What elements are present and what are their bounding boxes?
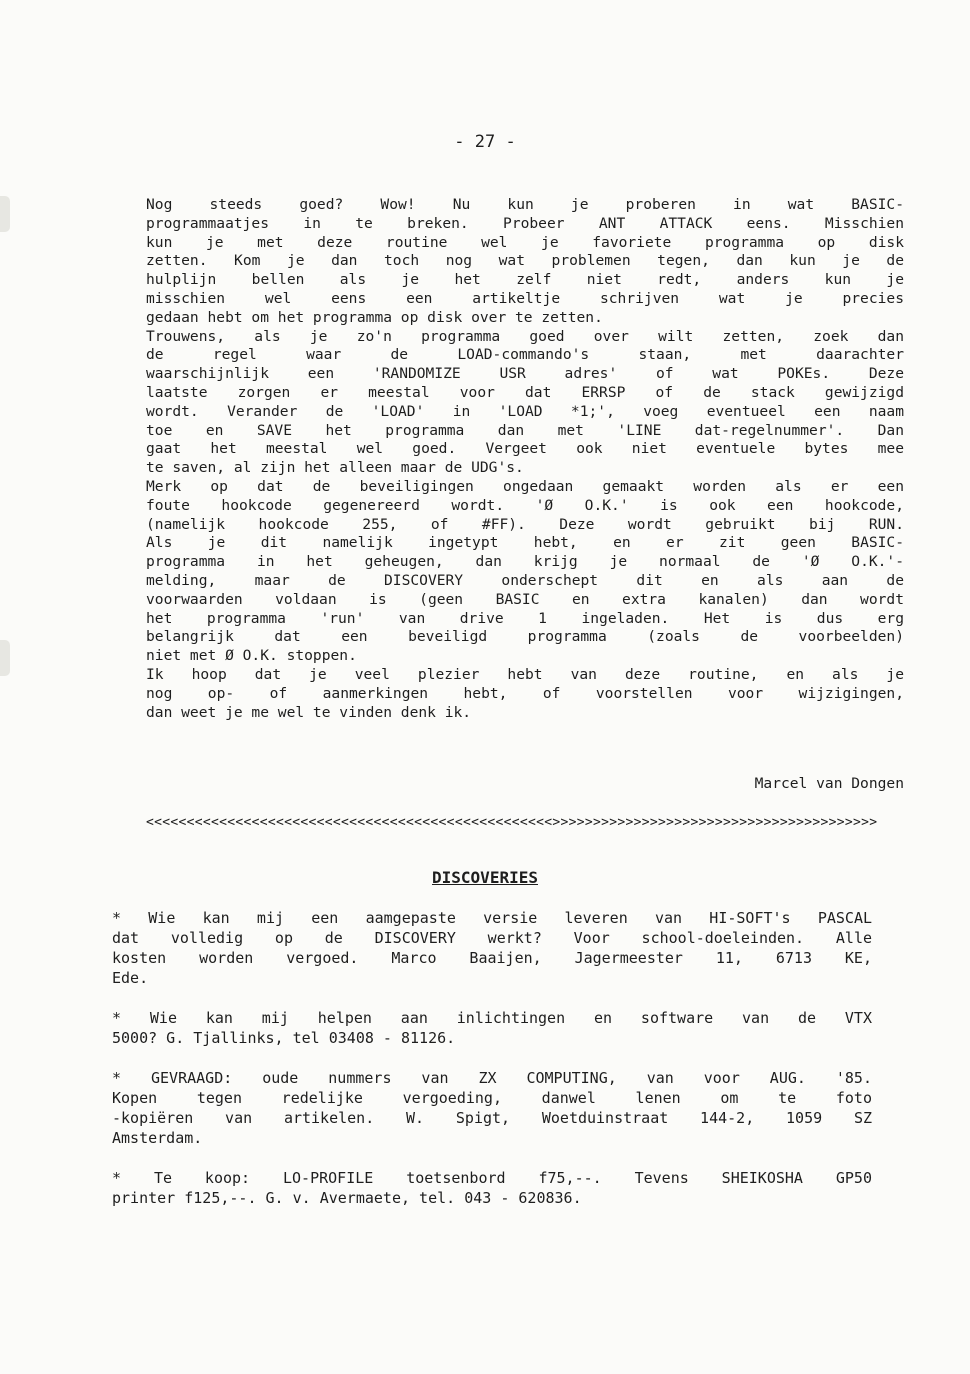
article-line: melding, maar de DISCOVERY onderschept dit en als aan de [146,571,904,589]
article-line: zetten. Kom je dan toch nog wat problemen tegen, dan kun je de [146,252,904,270]
article-line: toe en SAVE het programma dan met 'LINE dat-regelnummer'. Dan [146,421,904,439]
ad-line: Amsterdam. [112,1129,203,1147]
article-line: gedaan hebt om het programma op disk over te zetten. [146,308,603,326]
ad-line: * Te koop: LO-PROFILE toetsenbord f75,--. Tevens SHEIKOSHA GP50 [112,1169,872,1187]
article-line: gaat het meestal wel goed. Vergeet ook niet eventuele bytes mee [146,440,904,458]
article-line: Nog steeds goed? Wow! Nu kun je proberen in wat BASIC- [146,196,904,213]
ad-line: * GEVRAAGD: oude nummers van ZX COMPUTING, van voor AUG. '85. [112,1069,872,1087]
ad-line: Ede. [112,969,149,987]
article-line: kun je met deze routine wel je favoriete programma op disk [146,233,904,251]
article-line: belangrijk dat een beveiligd programma (zoals de voorbeelden) [146,628,904,646]
punch-hole-mark [0,640,10,676]
article-line: dan weet je me wel te vinden denk ik. [146,703,472,721]
punch-hole-mark [0,196,10,232]
page-number: - 27 - [454,132,516,152]
article-line: laatste zorgen er meestal voor dat ERRSP of de stack gewijzigd [146,383,904,401]
article-line: nog op- of aanmerkingen hebt, of voorstellen voor wijzigingen, [146,684,904,702]
article-line: foute hookcode gegenereerd wordt. 'Ø O.K.' is ook een hookcode, [146,496,904,514]
ad-line: kosten worden vergoed. Marco Baaijen, Jagermeester 11, 6713 KE, [112,949,872,967]
separator-line: <<<<<<<<<<<<<<<<<<<<<<<<<<<<<<<<<<<<<<<<<<<<<<<<<<>>>>>>>>>>>>>>>>>>>>>>>>>>>>>>>>>>>>>>>> [146,815,878,830]
ad-line: 5000? G. Tjallinks, tel 03408 - 81126. [112,1029,456,1047]
author-line [146,775,904,794]
classified-ad [112,908,872,988]
article-line: Trouwens, als je zo'n programma goed over wilt zetten, zoek dan [146,327,904,345]
classified-ad [112,1168,872,1208]
ad-line: -kopiëren van artikelen. W. Spigt, Woetduinstraat 144-2, 1059 SZ [112,1109,872,1127]
author-name: Marcel van Dongen [754,775,904,792]
article-line: Als je dit namelijk ingetypt hebt, en er zit geen BASIC- [146,534,904,552]
article-line: voorwaarden voldaan is (geen BASIC en extra kanalen) dan wordt [146,590,904,608]
article-line: waarschijnlijk een 'RANDOMIZE USR adres' of wat POKEs. Deze [146,365,904,383]
article-line: niet met Ø O.K. stoppen. [146,647,357,665]
article-line: te saven, al zijn het alleen maar de UDG's. [146,459,524,477]
article-line: programma in het geheugen, dan krijg je normaal de 'Ø O.K.'- [146,553,904,571]
article-line: (namelijk hookcode 255, of #FF). Deze wordt gebruikt bij RUN. [146,515,904,533]
article-line: Merk op dat de beveiligingen ongedaan gemaakt worden als er een [146,477,904,495]
article-line: hulplijn bellen als je het zelf niet redt, anders kun je [146,271,904,289]
ad-line: Kopen tegen redelijke vergoeding, danwel lenen om te foto [112,1089,872,1107]
ad-line: * Wie kan mij een aamgepaste versie leveren van HI-SOFT's PASCAL [112,909,872,927]
classified-ads [112,908,872,1228]
article-line: misschien wel eens een artikeltje schrijven wat je precies [146,289,904,307]
ad-line: * Wie kan mij helpen aan inlichtingen en software van de VTX [112,1009,872,1027]
article-line: wordt. Verander de 'LOAD' in 'LOAD *1;', voeg eventueel een naam [146,402,904,420]
article-line: het programma 'run' van drive 1 ingeladen. Het is dus erg [146,609,904,627]
article-line: Ik hoop dat je veel plezier hebt van deze routine, en als je [146,665,904,683]
ad-line: printer f125,--. G. v. Avermaete, tel. 043 - 620836. [112,1189,582,1207]
article-body [146,196,904,722]
section-title: DISCOVERIES [432,868,538,887]
article-line: programmaatjes in te breken. Probeer ANT ATTACK eens. Misschien [146,214,904,232]
ad-line: dat volledig op de DISCOVERY werkt? Voor school-doeleinden. Alle [112,929,872,947]
article-line: de regel waar de LOAD-commando's staan, met daarachter [146,346,904,364]
classified-ad [112,1008,872,1048]
classified-ad [112,1068,872,1148]
